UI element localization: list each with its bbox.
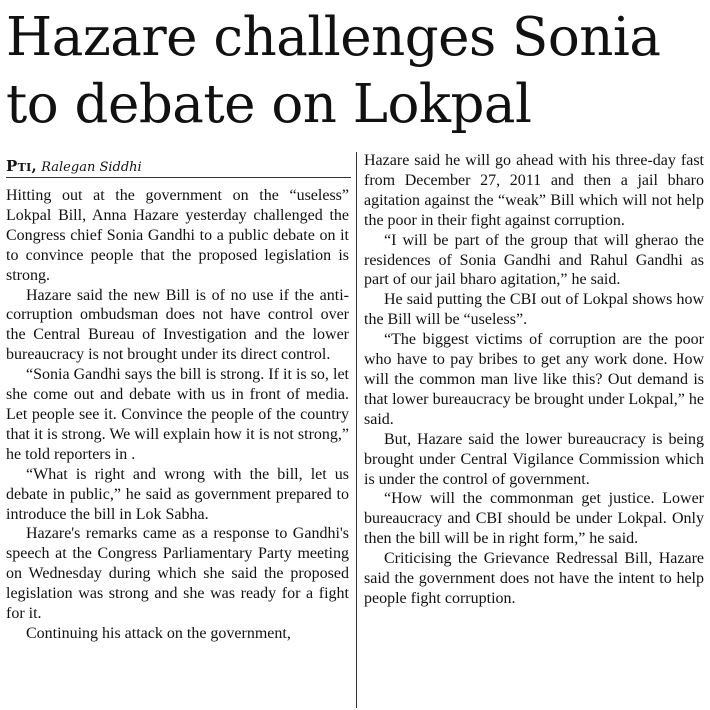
byline-dateline: Ralegan Siddhi <box>41 160 142 175</box>
byline <box>6 157 142 177</box>
paragraph: He said putting the CBI out of Lokpal shows how the Bill will be “useless”. <box>364 291 704 329</box>
paragraph: Hitting out at the government on the “useless” Lokpal Bill, Anna Hazare yesterday challenged the Congress chief Sonia Gandhi to a public debate on it to convince people that the proposed legislation is strong. <box>6 187 349 284</box>
paragraph: Hazare said he will go ahead with his three-day fast from December 27, 2011 and then a jail bharo agitation against the “weak” Bill which will not help the poor in their fight against corruption. <box>364 152 704 229</box>
article-column-right <box>364 151 704 609</box>
byline-rule <box>6 177 351 178</box>
article-column-left <box>6 186 349 644</box>
headline <box>6 4 706 138</box>
headline-line-2: to debate on Lokpal <box>6 74 532 135</box>
paragraph: “Sonia Gandhi says the bill is strong. If it is so, let she come out and debate with us in front of media. Let people see it. Convince the people of the country that it is strong. We will explain how it is not strong,” he told reporters in . <box>6 366 349 463</box>
paragraph: “I will be part of the group that will gherao the residences of Sonia Gandhi and Rahul Gandhi as part of our jail bharo agitation,” he said. <box>364 231 704 289</box>
paragraph: Hazare's remarks came as a response to Gandhi's speech at the Congress Parliamentary Party meeting on Wednesday during which she said the proposed legislation was strong and she was ready for a fight for it. <box>6 525 349 623</box>
byline-agency: Pti, <box>6 157 38 175</box>
paragraph: “How will the commonman get justice. Lower bureaucracy and CBI should be under Lokpal. Only then the bill will be in right form,” he said. <box>364 490 704 548</box>
paragraph: Continuing his attack on the government, <box>26 624 291 642</box>
paragraph: “The biggest victims of corruption are the poor who have to pay bribes to get any work done. How will the common man live like this? Out demand is that lower bureaucracy be brought under Lokpal,” he said. <box>364 331 704 428</box>
paragraph: Criticising the Grievance Redressal Bill, Hazare said the government does not have the intent to help people fight corruption. <box>364 550 704 607</box>
headline-line-1: Hazare challenges Sonia <box>6 7 661 68</box>
column-divider <box>356 152 357 708</box>
paragraph: “What is right and wrong with the bill, let us debate in public,” he said as government prepared to introduce the bill in Lok Sabha. <box>6 465 349 523</box>
paragraph: Hazare said the new Bill is of no use if the anti-corruption ombudsman does not have control over the Central Bureau of Investigation and the lower bureaucracy is not brought under its direct control. <box>6 286 349 364</box>
paragraph: But, Hazare said the lower bureaucracy is being brought under Central Vigilance Commission which is under the control of government. <box>364 430 704 488</box>
